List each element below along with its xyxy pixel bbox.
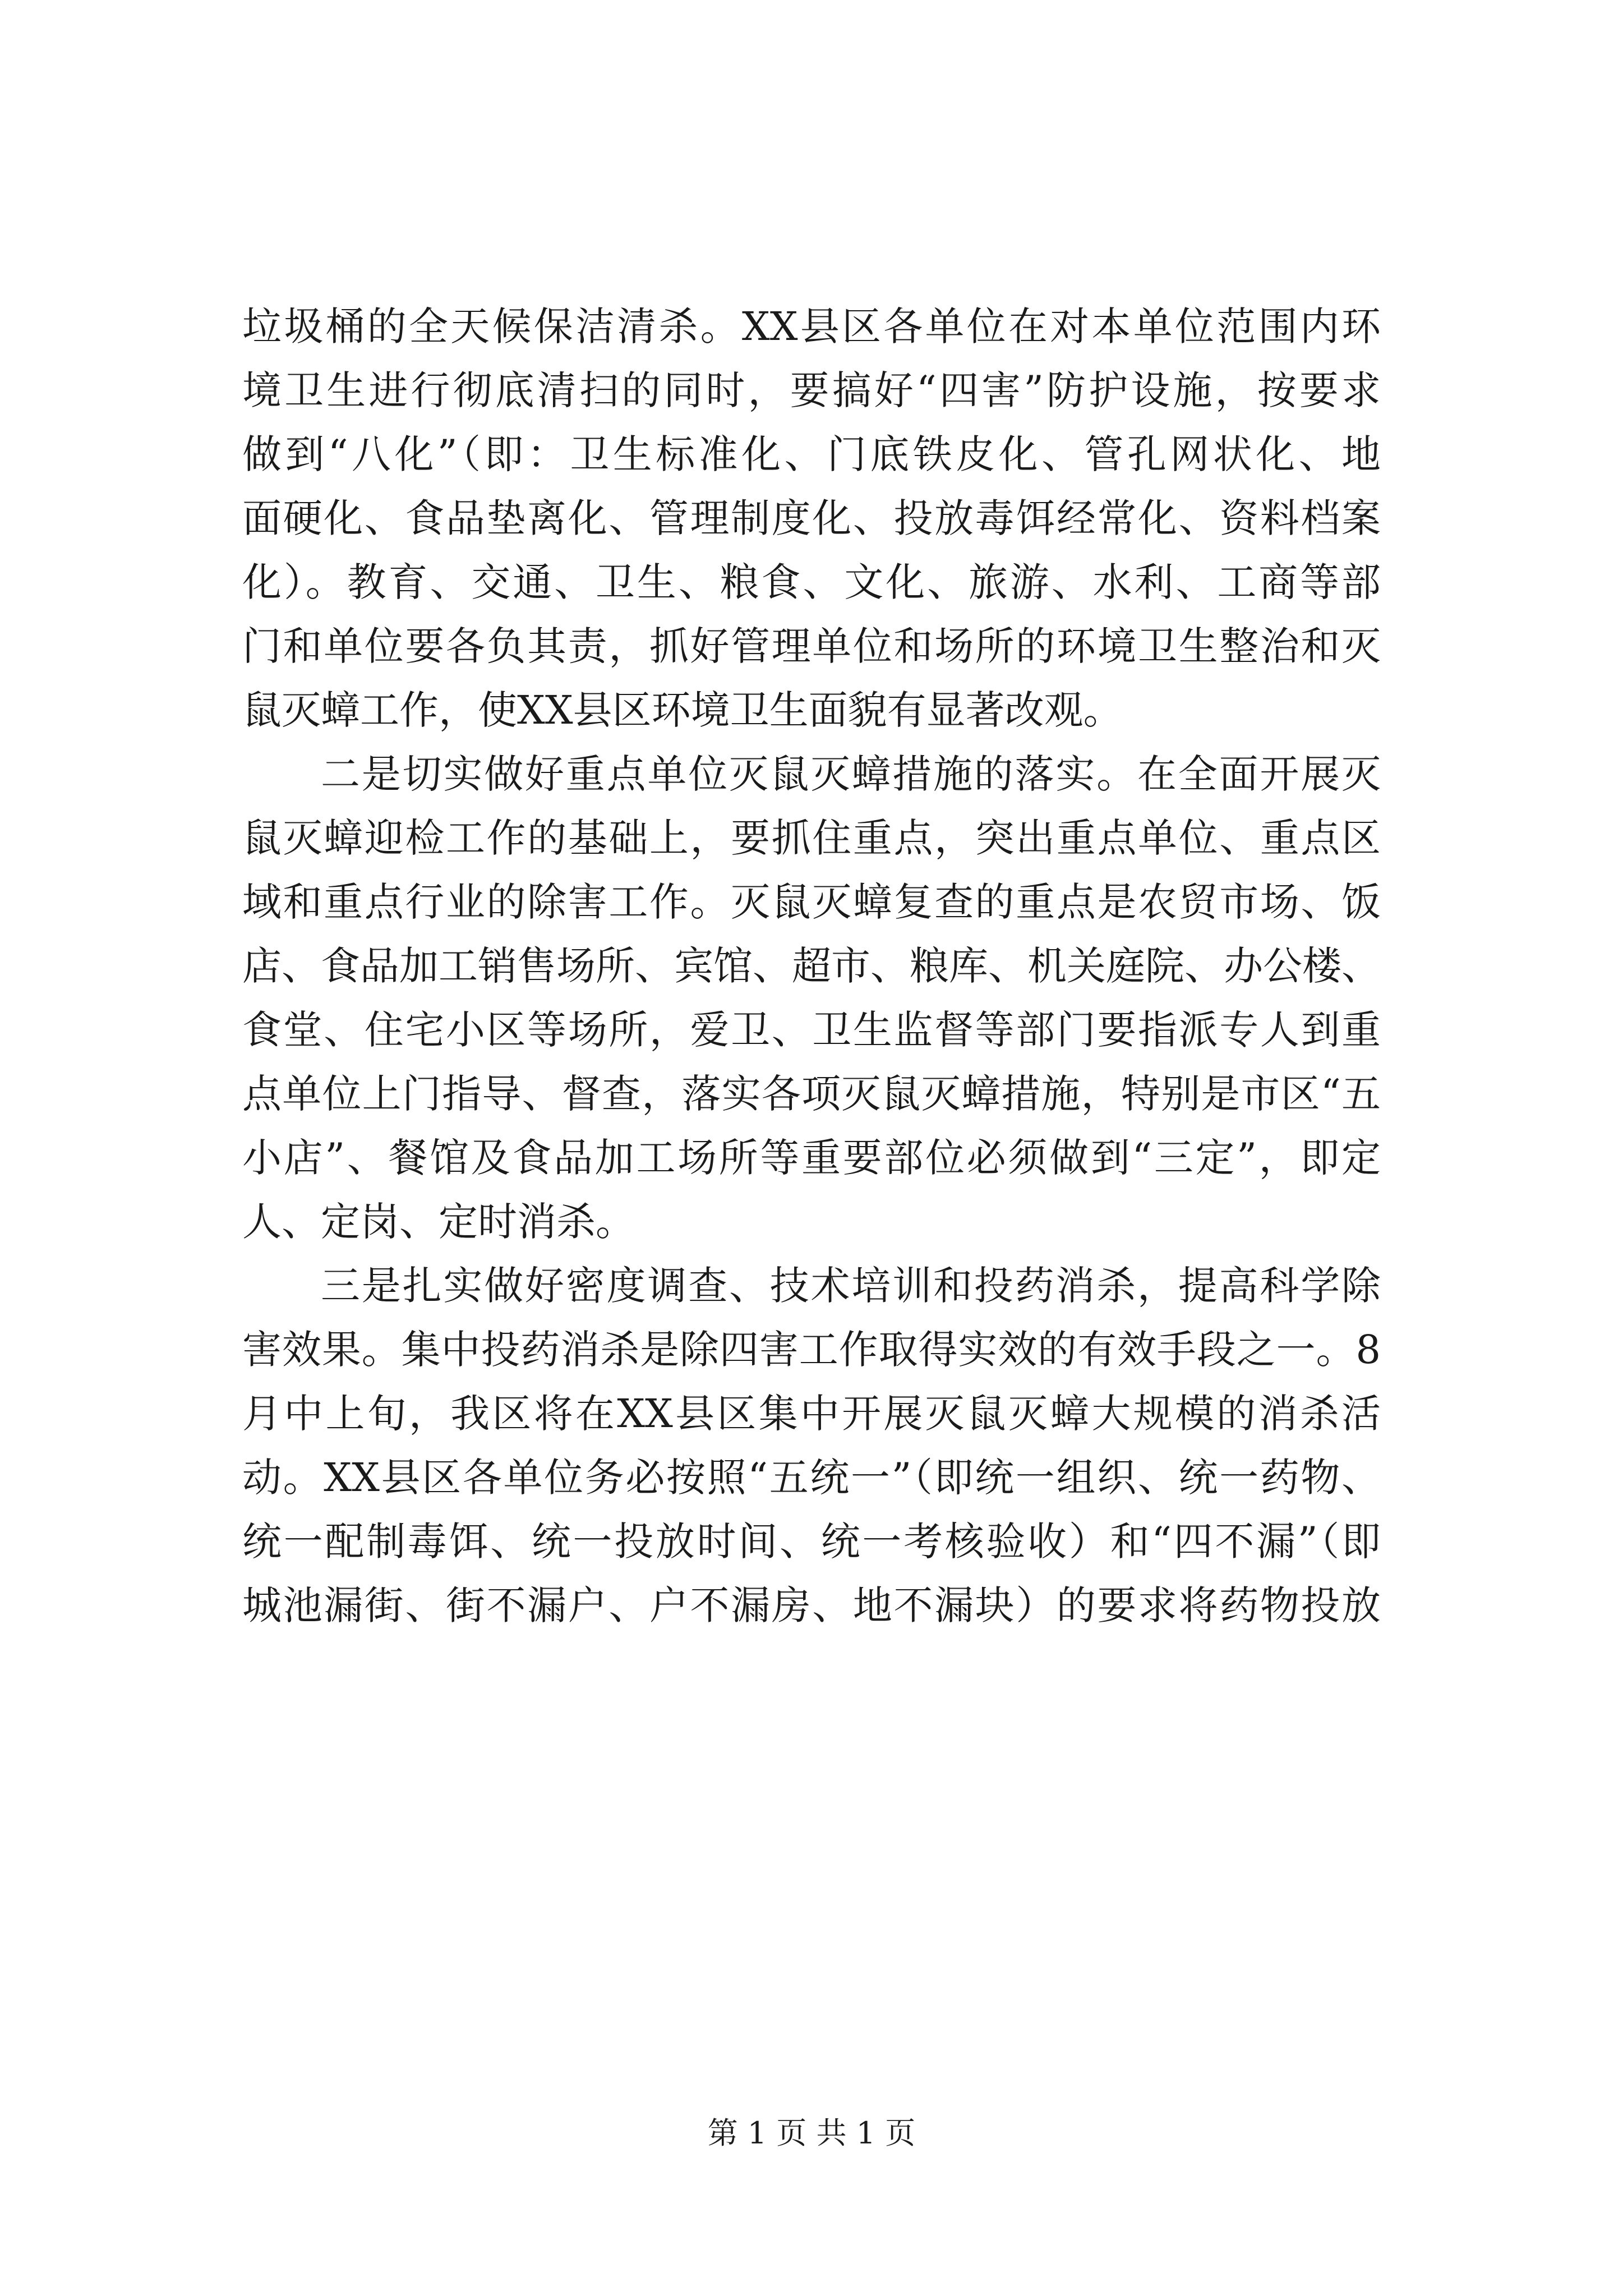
text-line: 人、定岗、定时消杀。 <box>242 1199 635 1245</box>
text-line: 食堂、住宅小区等场所，爱卫、卫生监督等部门要指派专人到重 <box>242 1007 1381 1053</box>
text-line: 店、食品加工销售场所、宾馆、超市、粮库、机关庭院、办公楼、 <box>242 943 1381 989</box>
text-line: 门和单位要各负其责，抓好管理单位和场所的环境卫生整治和灭 <box>242 623 1381 669</box>
text-line: 小店”、餐馆及食品加工场所等重要部位必须做到“三定”，即定 <box>242 1135 1381 1181</box>
text-line: 统一配制毒饵、统一投放时间、统一考核验收）和“四不漏”（即 <box>242 1519 1381 1565</box>
text-line: 城池漏街、街不漏户、户不漏房、地不漏块）的要求将药物投放 <box>242 1582 1381 1628</box>
paragraph-first-line: 三是扎实做好密度调查、技术培训和投药消杀，提高科学除 <box>321 1263 1381 1309</box>
text-line: 月中上旬，我区将在XX县区集中开展灭鼠灭蟑大规模的消杀活 <box>242 1391 1381 1437</box>
text-line: 做到“八化”（即：卫生标准化、门底铁皮化、管孔网状化、地 <box>242 431 1381 477</box>
text-line: 垃圾桶的全天候保洁清杀。XX县区各单位在对本单位范围内环 <box>242 303 1381 349</box>
text-line: 化）。教育、交通、卫生、粮食、文化、旅游、水利、工商等部 <box>242 559 1381 605</box>
text-line: 点单位上门指导、督查，落实各项灭鼠灭蟑措施，特别是市区“五 <box>242 1071 1381 1117</box>
text-line: 动。XX县区各单位务必按照“五统一”（即统一组织、统一药物、 <box>242 1455 1381 1501</box>
text-line: 害效果。集中投药消杀是除四害工作取得实效的有效手段之一。8 <box>242 1327 1381 1373</box>
text-line: 鼠灭蟑迎检工作的基础上，要抓住重点，突出重点单位、重点区 <box>242 815 1381 861</box>
paragraph-first-line: 二是切实做好重点单位灭鼠灭蟑措施的落实。在全面开展灭 <box>321 751 1381 797</box>
page-number-footer: 第 1 页 共 1 页 <box>707 2115 916 2151</box>
text-line: 鼠灭蟑工作，使XX县区环境卫生面貌有显著改观。 <box>242 687 1123 733</box>
text-line: 域和重点行业的除害工作。灭鼠灭蟑复查的重点是农贸市场、饭 <box>242 879 1381 925</box>
text-line: 境卫生进行彻底清扫的同时，要搞好“四害”防护设施，按要求 <box>242 367 1381 413</box>
text-line: 面硬化、食品垫离化、管理制度化、投放毒饵经常化、资料档案 <box>242 495 1381 541</box>
